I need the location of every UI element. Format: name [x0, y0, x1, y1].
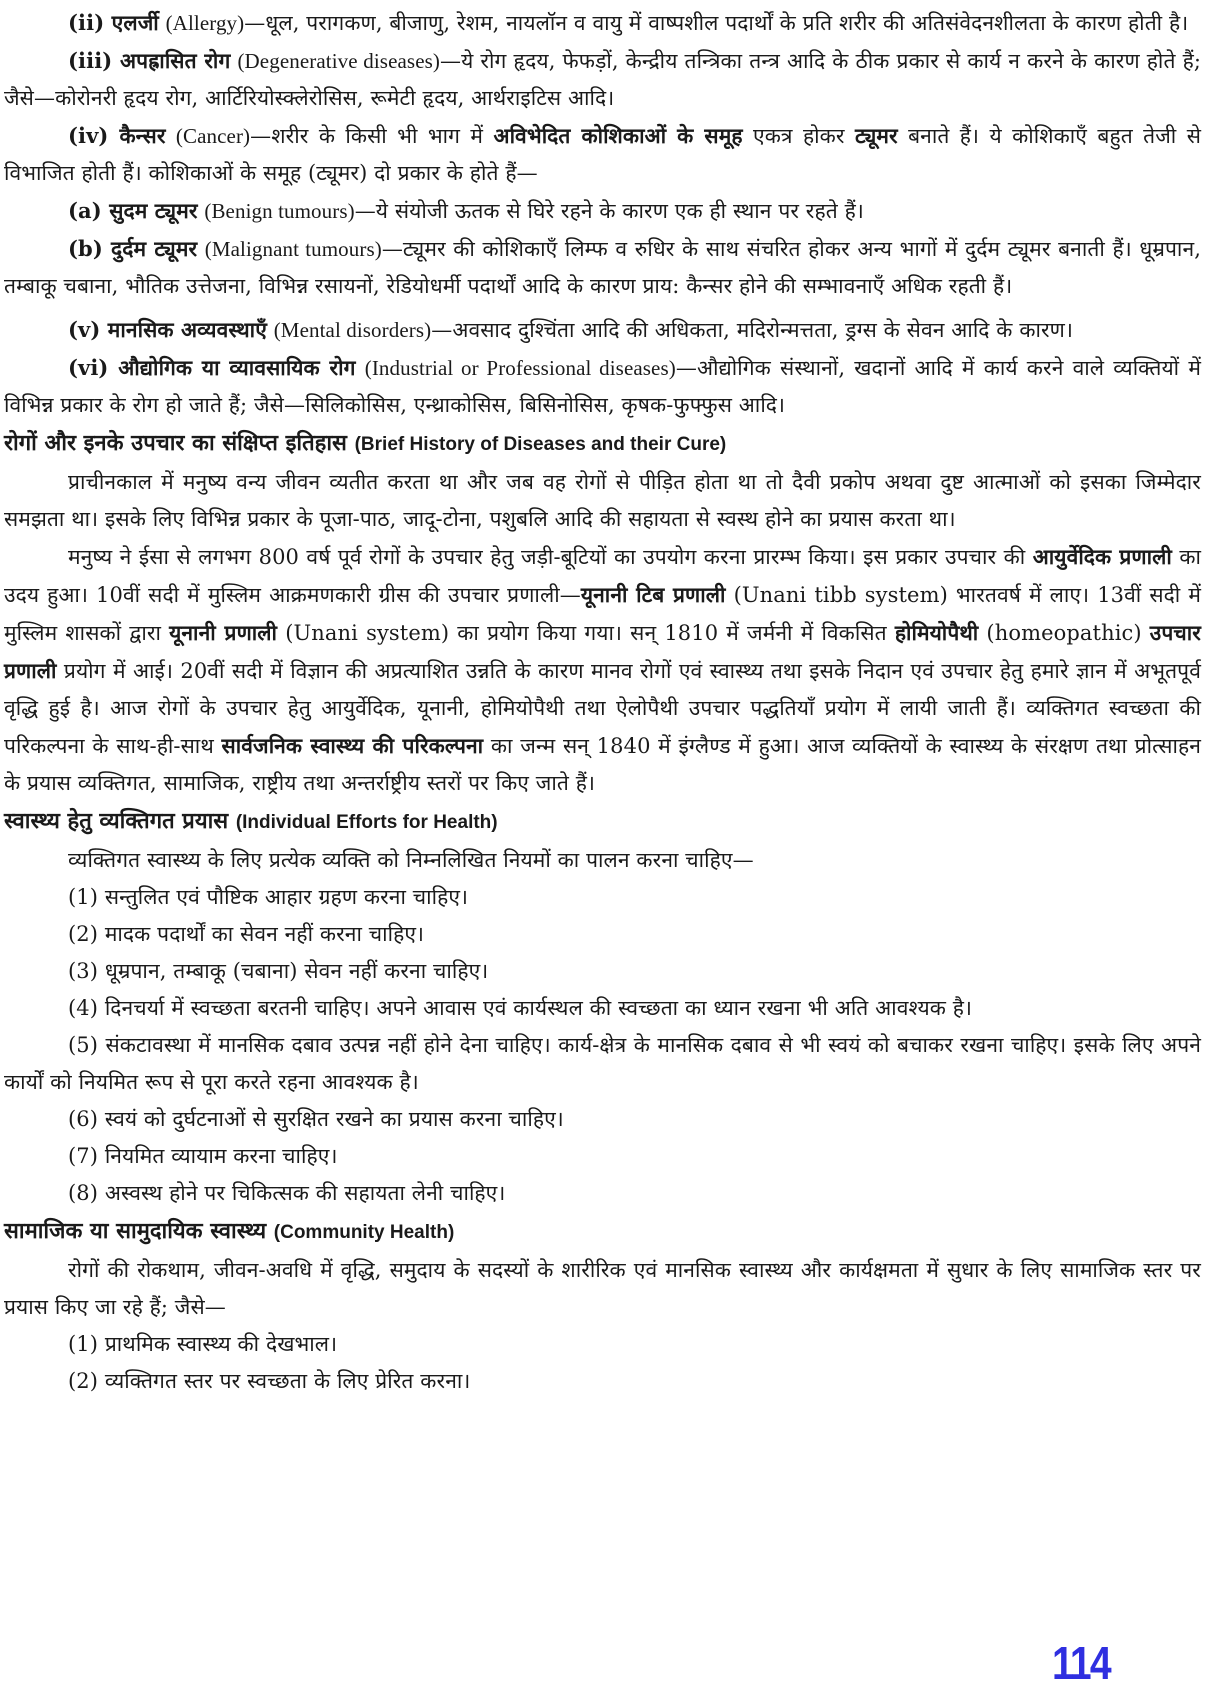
industrial-text: —औद्योगिक संस्थानों, खदानों आदि में कार्य करने वाले व्यक्तियों में विभिन्न प्रकार के रोग हो जाते हैं; जैसे—सिलिकोसिस, एन्थ्राकोसिस, बिसिनोसिस, कृषक-फुफ्फुस आदि। [4, 356, 1201, 417]
malignant-english: (Malignant tumours) [204, 237, 382, 261]
history-heading [4, 424, 1201, 464]
community-heading-english: (Community Health) [273, 1222, 455, 1243]
malignant-text: —ट्यूमर की कोशिकाएँ लिम्फ व रुधिर के साथ संचरित होकर अन्य भागों में दुर्दम ट्यूमर बनाती हैं। धूम्रपान, तम्बाकू चबाना, भौतिक उत्तेजना, विभिन्न रसायनों, रेडियोधर्मी पदार्थों आदि के कारण प्राय: कैन्सर होने की सम्भावनाएँ अधिक रहती हैं। [4, 237, 1201, 298]
allergy-text: —धूल, परागकण, बीजाणु, रेशम, नायलॉन व वायु में वाष्पशील पदार्थों के प्रति शरीर की अतिसंवेदनशीलता के कारण होती है। [244, 11, 1189, 35]
cancer-text-c: बनाते हैं। ये कोशिकाएँ बहुत तेजी से विभाजित होती हैं। कोशिकाओं के समूह (ट्यूमर) दो प्रकार के होते हैं— [4, 124, 1201, 185]
cancer-text-b: एकत्र होकर [742, 124, 855, 148]
community-heading-hindi: सामाजिक या सामुदायिक स्वास्थ्य [4, 1218, 267, 1244]
benign-text: —ये संयोजी ऊतक से घिरे रहने के कारण एक ही स्थान पर रहते हैं। [354, 199, 864, 223]
degenerative-label: (iii) अपह्रासित रोग [68, 48, 231, 73]
community-item: (1) प्राथमिक स्वास्थ्य की देखभाल। [68, 1332, 338, 1356]
degenerative-paragraph [4, 42, 1201, 117]
benign-paragraph [4, 192, 1201, 230]
rule-item: (5) संकटावस्था में मानसिक दबाव उत्पन्न नहीं होने देना चाहिए। कार्य-क्षेत्र के मानसिक दबाव से भी स्वयं को बचाकर रखना चाहिए। इसके लिए अपने कार्यों को नियमित रूप से पूरा करते रहना आवश्यक है। [4, 1033, 1201, 1094]
industrial-label: (vi) औद्योगिक या व्यावसायिक रोग [68, 355, 356, 380]
history-para2-text-2: का उदय हुआ। 10वीं सदी में मुस्लिम आक्रमणकारी ग्रीस की उपचार प्रणाली— [4, 545, 1201, 607]
individual-efforts-heading [4, 802, 1201, 842]
individual-heading-hindi: स्वास्थ्य हेतु व्यक्तिगत प्रयास [4, 808, 229, 834]
rule-item: (4) दिनचर्या में स्वच्छता बरतनी चाहिए। अपने आवास एवं कार्यस्थल की स्वच्छता का ध्यान रखना भी अति आवश्यक है। [68, 996, 973, 1020]
history-heading-english: (Brief History of Diseases and their Cure) [354, 434, 727, 455]
history-para2-text-1: मनुष्य ने ईसा से लगभग 800 वर्ष पूर्व रोगों के उपचार हेतु जड़ी-बूटियों का उपयोग करना प्रारम्भ किया। इस प्रकार उपचार की [68, 545, 1033, 569]
page-number: 114 [1052, 1637, 1110, 1689]
history-paragraph-2 [4, 538, 1201, 802]
history-para2-text-3: (Unani tibb system) भारतवर्ष में लाए। 13वीं सदी में मुस्लिम शासकों द्वारा [4, 583, 1201, 645]
rule-item: (8) अस्वस्थ होने पर चिकित्सक की सहायता लेनी चाहिए। [68, 1181, 506, 1205]
cancer-english: (Cancer) [175, 124, 251, 148]
mental-label: (v) मानसिक अव्यवस्थाएँ [68, 317, 267, 342]
unani-system-term: यूनानी प्रणाली [169, 620, 278, 645]
history-paragraph-1 [4, 464, 1201, 538]
history-para2-text-6: प्रयोग में आई। 20वीं सदी में विज्ञान की अप्रत्याशित उन्नति के कारण मानव रोगों एवं स्वास्थ्य तथा इसके निदान एवं उपचार हेतु हमारे ज्ञान में अभूतपूर्व वृद्धि हुई है। आज रोगों के उपचार हेतु आयुर्वेदिक, यूनानी, होमियोपैथी तथा ऐलोपैथी उपचार पद्धतियाँ प्रयोग में लायी जाती हैं। व्यक्तिगत स्वच्छता की परिकल्पना के साथ-ही-साथ [4, 659, 1201, 758]
malignant-label: (b) दुर्दम ट्यूमर [68, 236, 198, 261]
public-health-concept-term: सार्वजनिक स्वास्थ्य की परिकल्पना [221, 733, 484, 758]
mental-english: (Mental disorders) [273, 318, 432, 342]
allergy-english: (Allergy) [165, 11, 245, 35]
history-para2-text-5: (homeopathic) [978, 621, 1150, 645]
ayurvedic-system-term: आयुर्वेदिक प्रणाली [1032, 544, 1172, 569]
homeopathy-term: होमियोपैथी [894, 620, 979, 645]
history-para1-text: प्राचीनकाल में मनुष्य वन्य जीवन व्यतीत करता था और जब वह रोगों से पीड़ित होता था तो दैवी प्रकोप अथवा दुष्ट आत्माओं को इसका जिम्मेदार समझता था। इसके लिए विभिन्न प्रकार के पूजा-पाठ, जादू-टोना, पशुबलि आदि की सहायता से स्वस्थ होने का प्रयास करता था। [4, 470, 1201, 531]
individual-intro: व्यक्तिगत स्वास्थ्य के लिए प्रत्येक व्यक्ति को निम्नलिखित नियमों का पालन करना चाहिए— [68, 848, 754, 872]
rule-item: (1) सन्तुलित एवं पौष्टिक आहार ग्रहण करना चाहिए। [68, 885, 469, 909]
industrial-english: (Industrial or Professional diseases) [364, 356, 676, 380]
cancer-paragraph [4, 117, 1201, 192]
industrial-paragraph [4, 349, 1201, 424]
cancer-label: (iv) कैन्सर [68, 123, 166, 148]
history-para2-text-7: का जन्म सन् 1840 में इंग्लैण्ड में हुआ। आज व्यक्तियों के स्वास्थ्य के संरक्षण तथा प्रोत्साहन के प्रयास व्यक्तिगत, सामाजिक, राष्ट्रीय तथा अन्तर्राष्ट्रीय स्तरों पर किए जाते हैं। [4, 734, 1202, 795]
rule-item: (6) स्वयं को दुर्घटनाओं से सुरक्षित रखने का प्रयास करना चाहिए। [68, 1107, 564, 1131]
allergy-label: (ii) एलर्जी [68, 10, 159, 35]
rule-item: (7) नियमित व्यायाम करना चाहिए। [68, 1144, 338, 1168]
individual-heading-english: (Individual Efforts for Health) [235, 812, 498, 833]
history-para2-text-4: (Unani system) का प्रयोग किया गया। सन् 1810 में जर्मनी में विकसित [277, 621, 895, 645]
degenerative-text: —ये रोग हृदय, फेफड़ों, केन्द्रीय तन्त्रिका तन्त्र आदि के ठीक प्रकार से कार्य न करने के कारण होते हैं; जैसे—कोरोनरी हृदय रोग, आर्टिरियोस्क्लेरोसिस, रूमेटी हृदय, आर्थराइटिस आदि। [4, 49, 1201, 110]
benign-label: (a) सुदम ट्यूमर [68, 198, 198, 223]
unani-tibb-term: यूनानी टिब प्रणाली [580, 582, 726, 607]
benign-english: (Benign tumours) [204, 199, 355, 223]
community-intro: रोगों की रोकथाम, जीवन-अवधि में वृद्धि, समुदाय के सदस्यों के शारीरिक एवं मानसिक स्वास्थ्य और कार्यक्षमता में सुधार के लिए सामाजिक स्तर पर प्रयास किए जा रहे हैं; जैसे— [4, 1258, 1201, 1319]
rule-item: (3) धूम्रपान, तम्बाकू (चबाना) सेवन नहीं करना चाहिए। [68, 959, 489, 983]
history-heading-hindi: रोगों और इनके उपचार का संक्षिप्त इतिहास [4, 430, 347, 456]
mental-paragraph [4, 311, 1201, 349]
allergy-paragraph [4, 4, 1201, 42]
cancer-text-a: —शरीर के किसी भी भाग में [250, 124, 494, 148]
community-item: (2) व्यक्तिगत स्तर पर स्वच्छता के लिए प्रेरित करना। [68, 1369, 471, 1393]
cancer-bold-term-1: अविभेदित कोशिकाओं के समूह [493, 123, 743, 148]
degenerative-english: (Degenerative diseases) [237, 49, 440, 73]
community-health-heading [4, 1212, 1201, 1252]
malignant-paragraph [4, 230, 1201, 305]
treatment-system-term: उपचार प्रणाली [4, 620, 1201, 683]
mental-text: —अवसाद दुश्चिंता आदि की अधिकता, मदिरोन्मत्तता, ड्रग्स के सेवन आदि के कारण। [431, 318, 1074, 342]
rule-item: (2) मादक पदार्थों का सेवन नहीं करना चाहिए। [68, 922, 425, 946]
cancer-bold-term-2: ट्यूमर [854, 123, 898, 148]
textbook-page [4, 4, 1201, 1400]
